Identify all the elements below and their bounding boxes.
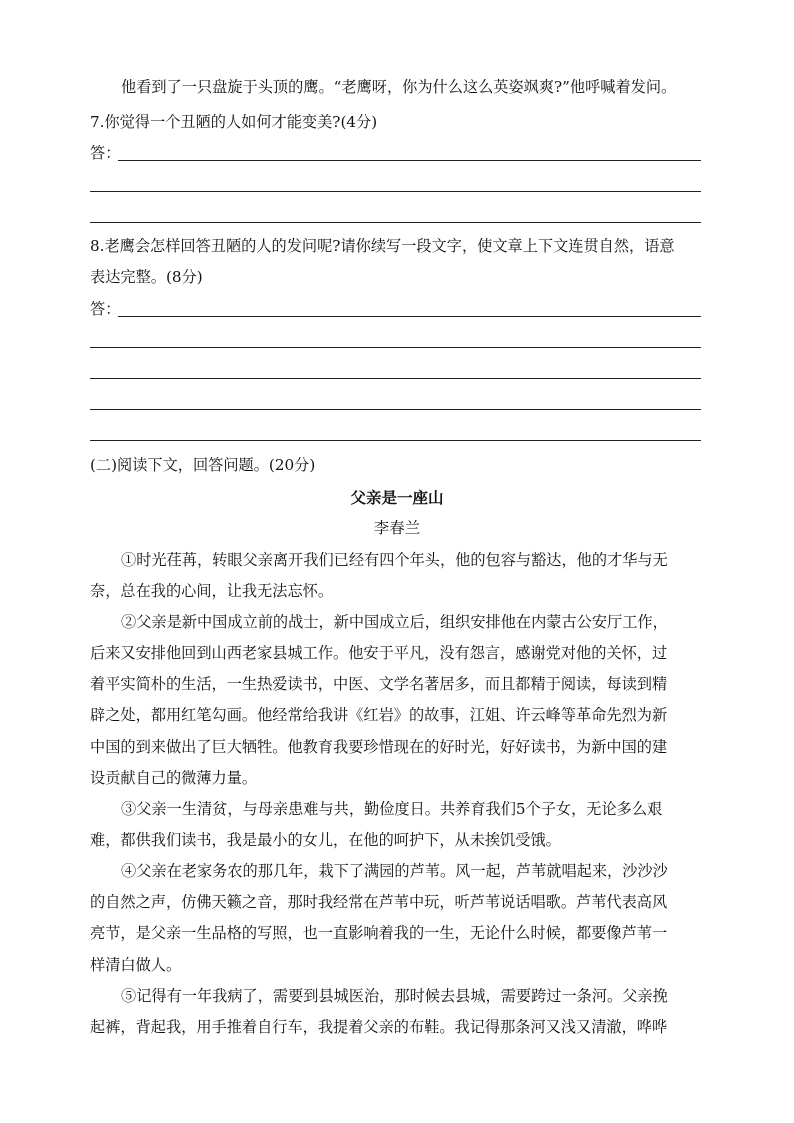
article-line: 奈，总在我的心间，让我无法忘怀。	[90, 582, 333, 600]
article-line: 中国的到来做出了巨大牺牲。他教育我要珍惜现在的好时光，好好读书，为新中国的建	[90, 738, 668, 756]
article-line: 样清白做人。	[90, 956, 182, 974]
article-line: 起裤，背起我，用手推着自行车，我提着父亲的布鞋。我记得那条河又浅又清澈，哗哗	[90, 1018, 668, 1036]
answer-line	[90, 440, 701, 441]
article-line: 的自然之声，仿佛天籁之音，那时我经常在芦苇中玩，听芦苇说话唱歌。芦苇代表高风	[90, 893, 668, 911]
article-line: ④父亲在老家务农的那几年，栽下了满园的芦苇。风一起，芦苇就唱起来，沙沙沙	[121, 862, 668, 880]
article-line: 设贡献自己的微薄力量。	[90, 769, 258, 787]
article-line: ①时光荏苒，转眼父亲离开我们已经有四个年头，他的包容与豁达，他的才华与无	[121, 551, 668, 569]
answer-line	[90, 409, 701, 410]
question-8-text-line2: 表达完整。(8分)	[90, 268, 203, 286]
answer-line	[90, 191, 701, 192]
answer-line	[118, 160, 701, 161]
article-line: 着平实简朴的生活，一生热爱读书，中医、文学名著居多，而且都精于阅读，每读到精	[90, 675, 668, 693]
article-line: 难，都供我们读书，我是最小的女儿，在他的呵护下，从未挨饥受饿。	[90, 831, 561, 849]
answer-line	[90, 378, 701, 379]
answer-line	[90, 222, 701, 223]
article-line: ②父亲是新中国成立前的战士，新中国成立后，组织安排他在内蒙古公安厅工作，	[121, 613, 668, 631]
article-line: ⑤记得有一年我病了，需要到县城医治，那时候去县城，需要跨过一条河。父亲挽	[121, 987, 668, 1005]
article-author: 李春兰	[373, 519, 421, 537]
answer-line	[118, 316, 701, 317]
answer-label-7: 答：	[90, 144, 121, 162]
article-line: ③父亲一生清贫，与母亲患难与共，勤俭度日。共养育我们5个子女，无论多么艰	[121, 800, 663, 818]
intro-line: 他看到了一只盘旋于头顶的鹰。“老鹰呀，你为什么这么英姿飒爽?”他呼喊着发问。	[121, 78, 677, 96]
question-7-text: 7.你觉得一个丑陋的人如何才能变美?(4分)	[90, 113, 378, 131]
answer-line	[90, 347, 701, 348]
article-line: 后来又安排他回到山西老家县城工作。他安于平凡，没有怨言，感谢党对他的关怀，过	[90, 644, 668, 662]
article-line: 亮节，是父亲一生品格的写照，也一直影响着我的一生，无论什么时候，都要像芦苇一	[90, 924, 668, 942]
article-line: 辟之处，都用红笔勾画。他经常给我讲《红岩》的故事，江姐、许云峰等革命先烈为新	[90, 706, 668, 724]
answer-label-8: 答：	[90, 300, 121, 318]
question-8-text-line1: 8.老鹰会怎样回答丑陋的人的发问呢?请你续写一段文字，使文章上下文连贯自然，语意	[90, 237, 675, 255]
section-heading: (二)阅读下文，回答问题。(20分)	[90, 456, 316, 474]
article-title: 父亲是一座山	[350, 488, 444, 507]
